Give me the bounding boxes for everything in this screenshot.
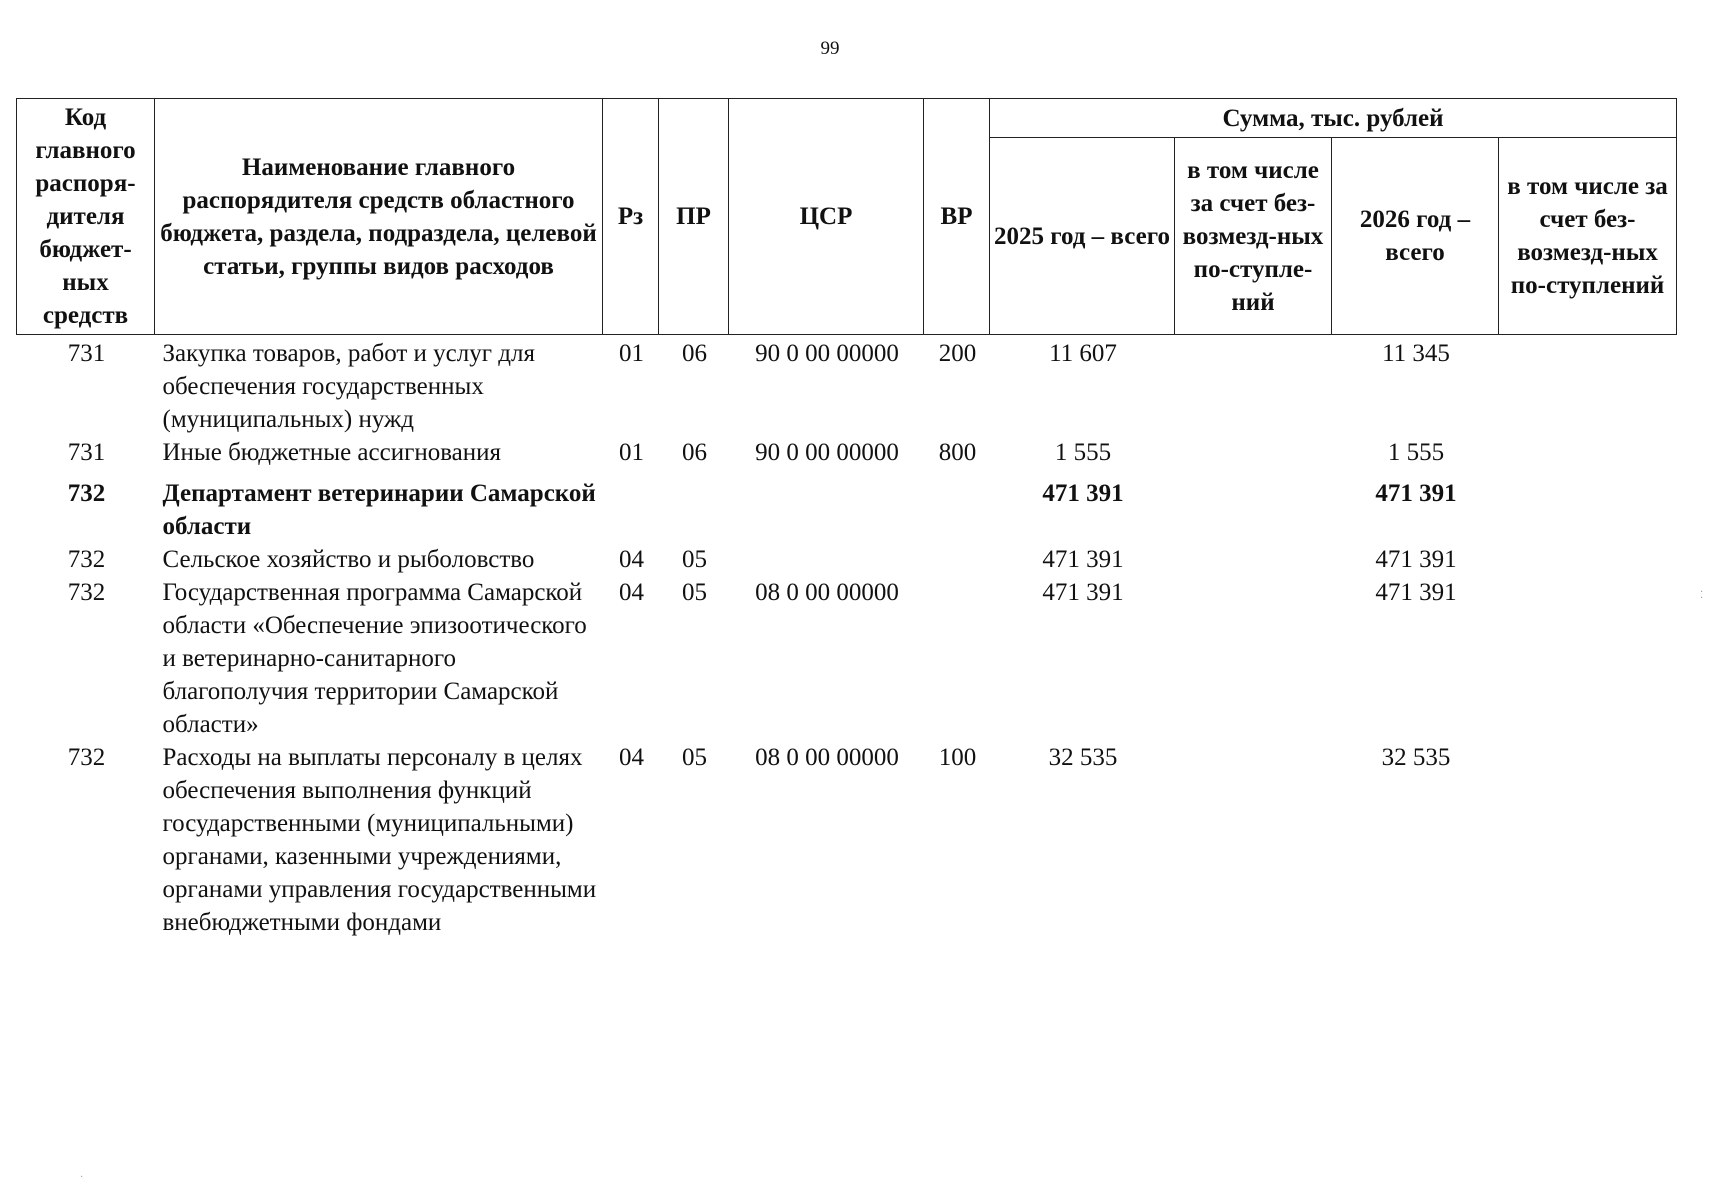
cell-2026-grants bbox=[1499, 543, 1677, 576]
cell-rz bbox=[603, 469, 659, 543]
cell-rz: 04 bbox=[619, 546, 644, 573]
header-2026-total: 2026 год – всего bbox=[1332, 138, 1499, 335]
cell-pr bbox=[659, 469, 729, 543]
cell-2026-total: 1 555 bbox=[1387, 439, 1445, 466]
cell-name: Расходы на выплаты персоналу в целях обеспечения выполнения функций государственными (муниципальными) органами, казенными учреждениями, органами управления государственными внебюджетными фондами bbox=[162, 744, 597, 936]
table-header bbox=[17, 99, 1677, 335]
cell-code: 731 bbox=[67, 340, 106, 367]
header-sum-group: Сумма, тыс. рублей bbox=[990, 99, 1677, 138]
cell-code: 732 bbox=[67, 744, 106, 771]
header-csr: ЦСР bbox=[729, 99, 924, 335]
cell-pr: 05 bbox=[682, 579, 707, 606]
cell-csr bbox=[729, 469, 924, 543]
cell-name: Закупка товаров, работ и услуг для обеспечения государственных (муниципальных) нужд bbox=[162, 340, 535, 433]
cell-pr: 05 bbox=[682, 744, 707, 771]
scan-speck: · bbox=[80, 1172, 84, 1183]
cell-rz: 04 bbox=[619, 744, 644, 771]
page-number: 99 bbox=[820, 38, 840, 59]
scan-speck: ⁚ bbox=[1700, 590, 1704, 601]
table-body bbox=[17, 335, 1677, 940]
cell-pr: 06 bbox=[682, 439, 707, 466]
cell-rz: 01 bbox=[619, 439, 644, 466]
cell-2025-total: 32 535 bbox=[1048, 744, 1118, 771]
table-row bbox=[17, 741, 1677, 939]
cell-vr: 800 bbox=[938, 439, 977, 466]
cell-2026-grants bbox=[1499, 436, 1677, 469]
cell-code: 732 bbox=[67, 480, 106, 507]
cell-csr: 90 0 00 00000 bbox=[755, 439, 899, 466]
cell-2026-grants bbox=[1499, 335, 1677, 437]
cell-2025-total: 471 391 bbox=[1042, 480, 1124, 507]
cell-2025-total: 1 555 bbox=[1054, 439, 1112, 466]
cell-2025-grants bbox=[1175, 543, 1332, 576]
cell-2026-total: 471 391 bbox=[1375, 579, 1457, 606]
cell-name: Департамент ветеринарии Самарской области bbox=[162, 480, 596, 540]
budget-table bbox=[16, 98, 1677, 939]
cell-2026-total: 11 345 bbox=[1382, 340, 1450, 367]
cell-name: Иные бюджетные ассигнования bbox=[162, 439, 502, 466]
cell-2026-grants bbox=[1499, 576, 1677, 741]
cell-rz: 04 bbox=[619, 579, 644, 606]
cell-2025-total: 471 391 bbox=[1042, 579, 1124, 606]
cell-vr bbox=[924, 469, 990, 543]
cell-2026-grants bbox=[1499, 741, 1677, 939]
cell-csr: 90 0 00 00000 bbox=[755, 340, 899, 367]
cell-vr: 200 bbox=[938, 340, 977, 367]
cell-csr: 08 0 00 00000 bbox=[755, 744, 899, 771]
cell-code: 732 bbox=[67, 579, 106, 606]
cell-2025-total: 471 391 bbox=[1042, 546, 1124, 573]
cell-2025-total: 11 607 bbox=[1049, 340, 1117, 367]
table-row bbox=[17, 335, 1677, 437]
header-2026-grants: в том числе за счет без-возмезд-ных по-ступлений bbox=[1499, 138, 1677, 335]
cell-2026-total: 32 535 bbox=[1381, 744, 1451, 771]
cell-2025-grants bbox=[1175, 741, 1332, 939]
cell-code: 732 bbox=[67, 546, 106, 573]
cell-2026-total: 471 391 bbox=[1375, 546, 1457, 573]
cell-2025-grants bbox=[1175, 576, 1332, 741]
cell-2025-grants bbox=[1175, 335, 1332, 437]
table-row bbox=[17, 436, 1677, 469]
cell-pr: 06 bbox=[682, 340, 707, 367]
cell-name: Сельское хозяйство и рыболовство bbox=[162, 546, 535, 573]
header-pr: ПР bbox=[659, 99, 729, 335]
header-name: Наименование главного распорядителя средств областного бюджета, раздела, подраздела, целевой статьи, группы видов расходов bbox=[155, 99, 603, 335]
cell-name: Государственная программа Самарской области «Обеспечение эпизоотического и ветеринарно-санитарного благополучия территории Самарской области» bbox=[162, 579, 587, 738]
cell-rz: 01 bbox=[619, 340, 644, 367]
header-vr: ВР bbox=[924, 99, 990, 335]
cell-2026-grants bbox=[1499, 469, 1677, 543]
table-row bbox=[17, 469, 1677, 543]
header-2025-total: 2025 год – всего bbox=[990, 138, 1175, 335]
cell-vr bbox=[924, 576, 990, 741]
cell-vr: 100 bbox=[938, 744, 977, 771]
cell-2026-total: 471 391 bbox=[1375, 480, 1457, 507]
cell-pr: 05 bbox=[682, 546, 707, 573]
header-2025-grants: в том числе за счет без-возмезд-ных по-ступле-ний bbox=[1175, 138, 1332, 335]
cell-csr bbox=[729, 543, 924, 576]
cell-code: 731 bbox=[67, 439, 106, 466]
cell-2025-grants bbox=[1175, 469, 1332, 543]
header-rz: Рз bbox=[603, 99, 659, 335]
cell-2025-grants bbox=[1175, 436, 1332, 469]
table-row bbox=[17, 576, 1677, 741]
cell-csr: 08 0 00 00000 bbox=[755, 579, 899, 606]
cell-vr bbox=[924, 543, 990, 576]
table-row bbox=[17, 543, 1677, 576]
header-code: Код главного распоря-дителя бюджет-ных средств bbox=[17, 99, 155, 335]
